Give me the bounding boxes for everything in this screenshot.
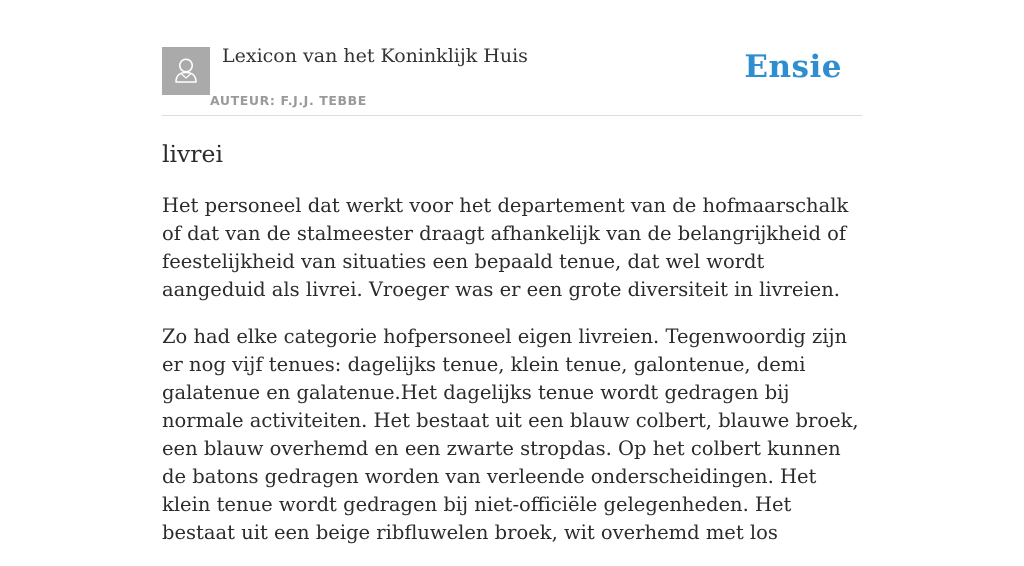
body-paragraph-1: Het personeel dat werkt voor het departement van de hofmaarschalk of dat van de stalmeester draagt afhankelijk van de belangrijkheid of feestelijkheid van situaties een bepaald tenue, dat wel wordt aangeduid als livrei. Vroeger was er een grote diversiteit in livreien. (162, 194, 849, 301)
author-name[interactable]: F.J.J. TEBBE (280, 93, 367, 108)
book-title[interactable]: Lexicon van het Koninklijk Huis (222, 45, 528, 67)
user-icon (162, 47, 210, 95)
article-container (162, 0, 862, 544)
author-label: AUTEUR: (210, 93, 276, 108)
author-line (210, 93, 367, 108)
page-header (162, 0, 862, 116)
ensie-logo[interactable]: Ensie (744, 49, 842, 85)
entry-body (162, 192, 862, 566)
entry-title: livrei (162, 140, 223, 168)
body-paragraph-2: Zo had elke categorie hofpersoneel eigen livreien. Tegenwoordig zijn er nog vijf tenues: dagelijks tenue, klein tenue, galontenue, demi galatenue en galatenue.Het dagelijks tenue wordt gedragen bij normale activiteiten. Het bestaat uit een blauw colbert, blauwe broek, een blauw overhemd en een zwarte stropdas. Op het colbert kunnen de batons gedragen worden van verleende onderscheidingen. Het klein tenue wordt gedragen bij niet-officiële gelegenheden. Het bestaat uit een beige ribfluwelen broek, wit overhemd met los (162, 325, 859, 544)
author-avatar[interactable] (162, 47, 210, 95)
